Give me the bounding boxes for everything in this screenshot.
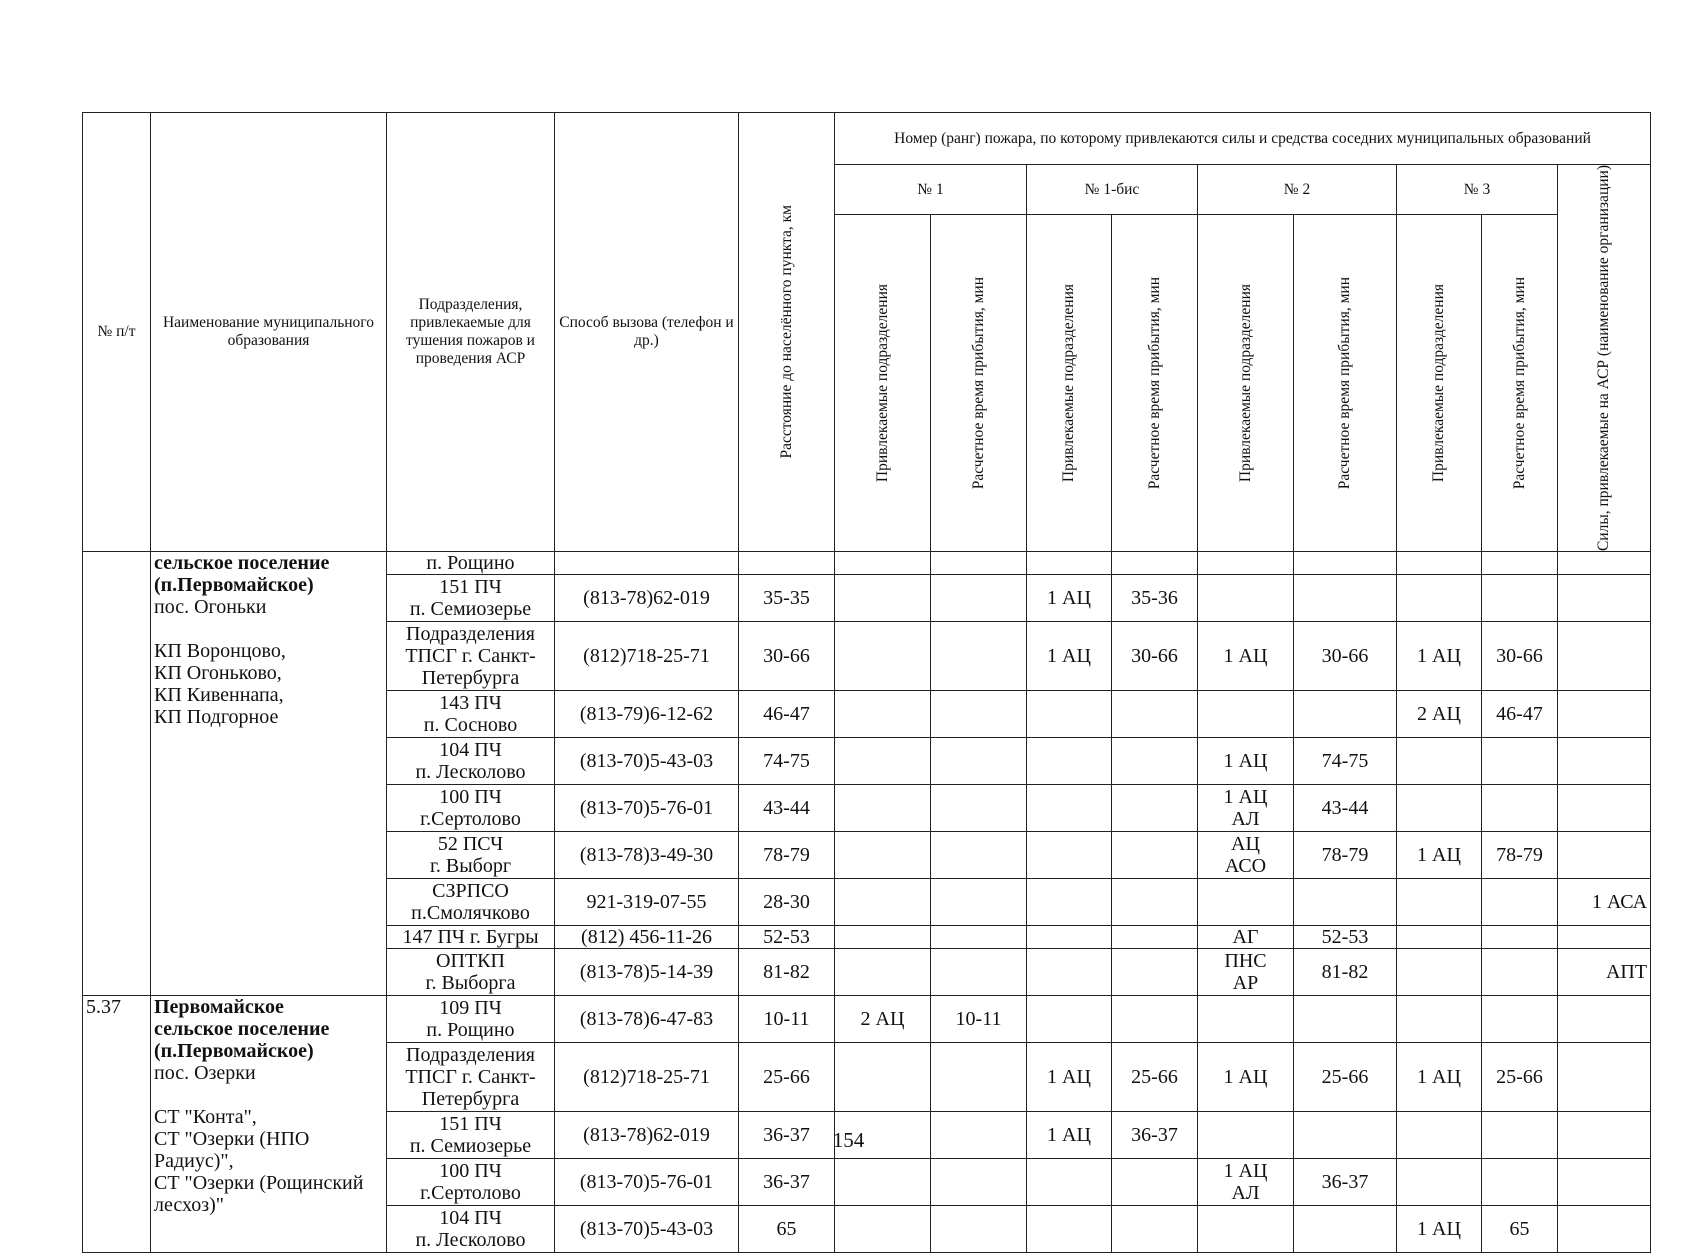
rank3-units-cell: 1 АЦ xyxy=(1397,832,1482,879)
rank1-units-cell xyxy=(835,622,931,691)
rank2-time-cell: 74-75 xyxy=(1294,738,1397,785)
header-fire-rank-title: Номер (ранг) пожара, по которому привлекаются силы и средства соседних муниципальных образований xyxy=(835,113,1651,165)
asr-forces-cell xyxy=(1558,926,1651,949)
asr-forces-cell: АПТ xyxy=(1558,949,1651,996)
phone-cell: (812) 456-11-26 xyxy=(555,926,739,949)
rank1-time-cell xyxy=(931,691,1027,738)
rank2-units-cell xyxy=(1198,552,1294,575)
rank1-time-cell xyxy=(931,1206,1027,1253)
municipality-title: сельское поселение (п.Первомайское) xyxy=(154,552,330,597)
rank3-time-cell xyxy=(1482,949,1558,996)
rank1bis-time-cell xyxy=(1112,738,1198,785)
municipality-name xyxy=(151,996,387,1253)
rank2-units-cell: 1 АЦ xyxy=(1198,1043,1294,1112)
rank2-time-cell xyxy=(1294,879,1397,926)
rank2-units-cell: АЦ АСО xyxy=(1198,832,1294,879)
rank1-units-cell xyxy=(835,1159,931,1206)
rank2-units-cell xyxy=(1198,879,1294,926)
rank1-units-cell xyxy=(835,552,931,575)
distance-cell: 36-37 xyxy=(739,1159,835,1206)
rank2-units-cell: 1 АЦ АЛ xyxy=(1198,785,1294,832)
rank2-time-cell xyxy=(1294,575,1397,622)
rank1bis-time-cell xyxy=(1112,996,1198,1043)
header-units: Подразделения, привлекаемые для тушения пожаров и проведения АСР xyxy=(387,113,555,552)
rank1bis-units-cell: 1 АЦ xyxy=(1027,1043,1112,1112)
unit-cell: Подразделения ТПСГ г. Санкт- Петербурга xyxy=(387,622,555,691)
rank3-time-cell xyxy=(1482,575,1558,622)
distance-cell: 25-66 xyxy=(739,1043,835,1112)
asr-forces-cell xyxy=(1558,996,1651,1043)
header-sub-units: Привлекаемые подразделения xyxy=(1198,215,1294,552)
rank2-time-cell: 81-82 xyxy=(1294,949,1397,996)
rank1bis-time-cell: 36-37 xyxy=(1112,1112,1198,1159)
distance-cell: 81-82 xyxy=(739,949,835,996)
header-num: № п/т xyxy=(83,113,151,552)
rank3-time-cell: 65 xyxy=(1482,1206,1558,1253)
rank1bis-time-cell xyxy=(1112,1206,1198,1253)
rank3-units-cell: 1 АЦ xyxy=(1397,1206,1482,1253)
rank1-time-cell xyxy=(931,738,1027,785)
rank1-units-cell xyxy=(835,1043,931,1112)
rank1bis-units-cell: 1 АЦ xyxy=(1027,622,1112,691)
rank1-units-cell xyxy=(835,926,931,949)
rank1-units-cell xyxy=(835,879,931,926)
rank3-units-cell xyxy=(1397,879,1482,926)
rank1-units-cell xyxy=(835,785,931,832)
phone-cell: (812)718-25-71 xyxy=(555,622,739,691)
rank3-units-cell xyxy=(1397,996,1482,1043)
rank1bis-units-cell xyxy=(1027,785,1112,832)
phone-cell xyxy=(555,552,739,575)
rank1bis-time-cell: 30-66 xyxy=(1112,622,1198,691)
distance-cell: 78-79 xyxy=(739,832,835,879)
rank3-time-cell xyxy=(1482,738,1558,785)
asr-forces-cell xyxy=(1558,575,1651,622)
rank3-units-cell: 1 АЦ xyxy=(1397,1043,1482,1112)
rank1bis-units-cell xyxy=(1027,832,1112,879)
phone-cell: (813-70)5-43-03 xyxy=(555,738,739,785)
rank2-time-cell xyxy=(1294,1206,1397,1253)
distance-cell: 35-35 xyxy=(739,575,835,622)
rank1-units-cell xyxy=(835,738,931,785)
municipality-name xyxy=(151,552,387,996)
unit-cell: 104 ПЧ п. Лесколово xyxy=(387,1206,555,1253)
rank1bis-units-cell xyxy=(1027,879,1112,926)
rank2-time-cell: 25-66 xyxy=(1294,1043,1397,1112)
asr-forces-cell xyxy=(1558,552,1651,575)
rank2-time-cell: 30-66 xyxy=(1294,622,1397,691)
asr-forces-cell: 1 АСА xyxy=(1558,879,1651,926)
rank1-time-cell xyxy=(931,832,1027,879)
rank1-time-cell xyxy=(931,575,1027,622)
rank2-units-cell: 1 АЦ xyxy=(1198,738,1294,785)
settlements-list: пос. Огоньки КП Воронцово, КП Огоньково, КП Кивеннапа, КП Подгорное xyxy=(154,596,286,729)
phone-cell: (813-70)5-76-01 xyxy=(555,785,739,832)
rank2-time-cell xyxy=(1294,996,1397,1043)
rank1-units-cell xyxy=(835,575,931,622)
distance-cell: 74-75 xyxy=(739,738,835,785)
rank3-time-cell xyxy=(1482,785,1558,832)
rank1-time-cell xyxy=(931,879,1027,926)
rank1bis-units-cell xyxy=(1027,1159,1112,1206)
header-sub-time: Расчетное время прибытия, мин xyxy=(931,215,1027,552)
table-row xyxy=(83,552,1651,575)
asr-forces-cell xyxy=(1558,691,1651,738)
rank1-units-cell xyxy=(835,691,931,738)
rank2-time-cell xyxy=(1294,552,1397,575)
asr-forces-cell xyxy=(1558,622,1651,691)
rank2-time-cell xyxy=(1294,691,1397,738)
rank2-units-cell xyxy=(1198,1206,1294,1253)
asr-forces-cell xyxy=(1558,738,1651,785)
rank3-time-cell xyxy=(1482,926,1558,949)
rank1-units-cell: 2 АЦ xyxy=(835,996,931,1043)
header-sub-units: Привлекаемые подразделения xyxy=(835,215,931,552)
phone-cell: (813-78)5-14-39 xyxy=(555,949,739,996)
rank1bis-units-cell xyxy=(1027,949,1112,996)
distance-cell: 36-37 xyxy=(739,1112,835,1159)
rank3-units-cell xyxy=(1397,926,1482,949)
unit-cell: 52 ПСЧ г. Выборг xyxy=(387,832,555,879)
asr-forces-cell xyxy=(1558,832,1651,879)
rank1bis-time-cell: 35-36 xyxy=(1112,575,1198,622)
asr-forces-cell xyxy=(1558,1206,1651,1253)
header-distance: Расстояние до населённого пункта, км xyxy=(739,113,835,552)
rank1bis-time-cell xyxy=(1112,552,1198,575)
header-municipality: Наименование муниципального образования xyxy=(151,113,387,552)
rank1bis-units-cell xyxy=(1027,552,1112,575)
rank3-units-cell xyxy=(1397,785,1482,832)
rank2-time-cell: 43-44 xyxy=(1294,785,1397,832)
header-sub-units: Привлекаемые подразделения xyxy=(1397,215,1482,552)
rank2-units-cell xyxy=(1198,691,1294,738)
header-call-method: Способ вызова (телефон и др.) xyxy=(555,113,739,552)
rank1bis-time-cell xyxy=(1112,691,1198,738)
phone-cell: (813-70)5-76-01 xyxy=(555,1159,739,1206)
rank1bis-time-cell xyxy=(1112,1159,1198,1206)
distance-cell: 46-47 xyxy=(739,691,835,738)
unit-cell: 100 ПЧ г.Сертолово xyxy=(387,785,555,832)
rank1bis-time-cell xyxy=(1112,879,1198,926)
table-row xyxy=(83,996,1651,1043)
rank1bis-units-cell xyxy=(1027,691,1112,738)
rank3-time-cell xyxy=(1482,996,1558,1043)
asr-forces-cell xyxy=(1558,1159,1651,1206)
rank1bis-units-cell xyxy=(1027,738,1112,785)
rank3-time-cell: 78-79 xyxy=(1482,832,1558,879)
rank1-time-cell xyxy=(931,552,1027,575)
header-asr-forces: Силы, привлекаемые на АСР (наименование организации) xyxy=(1558,165,1651,552)
asr-forces-cell xyxy=(1558,1043,1651,1112)
phone-cell: (813-79)6-12-62 xyxy=(555,691,739,738)
rank1-time-cell xyxy=(931,949,1027,996)
rank2-time-cell: 36-37 xyxy=(1294,1159,1397,1206)
rank2-units-cell: АГ xyxy=(1198,926,1294,949)
rank1-time-cell xyxy=(931,926,1027,949)
distance-cell: 30-66 xyxy=(739,622,835,691)
distance-cell: 28-30 xyxy=(739,879,835,926)
unit-cell: 151 ПЧ п. Семиозерье xyxy=(387,575,555,622)
rank2-units-cell: ПНС АР xyxy=(1198,949,1294,996)
rank2-units-cell: 1 АЦ АЛ xyxy=(1198,1159,1294,1206)
unit-cell: 143 ПЧ п. Сосново xyxy=(387,691,555,738)
rank2-units-cell: 1 АЦ xyxy=(1198,622,1294,691)
phone-cell: (813-78)62-019 xyxy=(555,1112,739,1159)
rank2-time-cell: 52-53 xyxy=(1294,926,1397,949)
header-sub-time: Расчетное время прибытия, мин xyxy=(1294,215,1397,552)
unit-cell: СЗРПСО п.Смолячково xyxy=(387,879,555,926)
phone-cell: (813-78)3-49-30 xyxy=(555,832,739,879)
unit-cell: п. Рощино xyxy=(387,552,555,575)
rank3-units-cell xyxy=(1397,1159,1482,1206)
rank1bis-time-cell xyxy=(1112,832,1198,879)
rank3-units-cell xyxy=(1397,552,1482,575)
distance-cell xyxy=(739,552,835,575)
fire-response-table xyxy=(82,112,1651,1253)
unit-cell: Подразделения ТПСГ г. Санкт- Петербурга xyxy=(387,1043,555,1112)
header-rank-1bis: № 1-бис xyxy=(1027,165,1198,215)
unit-cell: 100 ПЧ г.Сертолово xyxy=(387,1159,555,1206)
rank1bis-units-cell xyxy=(1027,926,1112,949)
municipality-title: Первомайское сельское поселение (п.Первомайское) xyxy=(154,996,330,1063)
distance-cell: 52-53 xyxy=(739,926,835,949)
settlements-list: пос. Озерки СТ "Конта", СТ "Озерки (НПО Радиус)", СТ "Озерки (Рощинский лесхоз)" xyxy=(154,1062,364,1217)
header-rank-2: № 2 xyxy=(1198,165,1397,215)
distance-cell: 10-11 xyxy=(739,996,835,1043)
rank1-units-cell xyxy=(835,949,931,996)
rank1bis-time-cell: 25-66 xyxy=(1112,1043,1198,1112)
rank3-time-cell xyxy=(1482,552,1558,575)
rank3-units-cell xyxy=(1397,949,1482,996)
unit-cell: 104 ПЧ п. Лесколово xyxy=(387,738,555,785)
phone-cell: (813-78)6-47-83 xyxy=(555,996,739,1043)
rank1-time-cell xyxy=(931,785,1027,832)
distance-cell: 65 xyxy=(739,1206,835,1253)
header-sub-time: Расчетное время прибытия, мин xyxy=(1112,215,1198,552)
rank1bis-time-cell xyxy=(1112,949,1198,996)
rank1bis-units-cell xyxy=(1027,1206,1112,1253)
rank2-units-cell xyxy=(1198,575,1294,622)
rank1bis-units-cell xyxy=(1027,996,1112,1043)
unit-cell: 109 ПЧ п. Рощино xyxy=(387,996,555,1043)
rank1bis-units-cell: 1 АЦ xyxy=(1027,1112,1112,1159)
rank3-units-cell: 1 АЦ xyxy=(1397,622,1482,691)
header-sub-time: Расчетное время прибытия, мин xyxy=(1482,215,1558,552)
header-rank-3: № 3 xyxy=(1397,165,1558,215)
rank1-time-cell: 10-11 xyxy=(931,996,1027,1043)
rank2-units-cell xyxy=(1198,996,1294,1043)
phone-cell: (813-78)62-019 xyxy=(555,575,739,622)
row-number xyxy=(83,552,151,996)
unit-cell: 151 ПЧ п. Семиозерье xyxy=(387,1112,555,1159)
rank1bis-time-cell xyxy=(1112,926,1198,949)
rank1bis-units-cell: 1 АЦ xyxy=(1027,575,1112,622)
rank1-units-cell xyxy=(835,1206,931,1253)
unit-cell: ОПТКП г. Выборга xyxy=(387,949,555,996)
rank3-time-cell: 46-47 xyxy=(1482,691,1558,738)
rank1bis-time-cell xyxy=(1112,785,1198,832)
rank1-time-cell xyxy=(931,622,1027,691)
rank3-units-cell xyxy=(1397,738,1482,785)
rank3-time-cell: 30-66 xyxy=(1482,622,1558,691)
rank3-time-cell xyxy=(1482,879,1558,926)
header-sub-units: Привлекаемые подразделения xyxy=(1027,215,1112,552)
row-number: 5.37 xyxy=(83,996,151,1253)
rank1-time-cell xyxy=(931,1043,1027,1112)
header-rank-1: № 1 xyxy=(835,165,1027,215)
rank3-time-cell: 25-66 xyxy=(1482,1043,1558,1112)
rank3-time-cell xyxy=(1482,1159,1558,1206)
unit-cell: 147 ПЧ г. Бугры xyxy=(387,926,555,949)
rank3-units-cell xyxy=(1397,575,1482,622)
rank2-time-cell: 78-79 xyxy=(1294,832,1397,879)
phone-cell: 921-319-07-55 xyxy=(555,879,739,926)
phone-cell: (812)718-25-71 xyxy=(555,1043,739,1112)
asr-forces-cell xyxy=(1558,785,1651,832)
rank3-units-cell: 2 АЦ xyxy=(1397,691,1482,738)
rank1-units-cell xyxy=(835,832,931,879)
phone-cell: (813-70)5-43-03 xyxy=(555,1206,739,1253)
rank1-time-cell xyxy=(931,1159,1027,1206)
distance-cell: 43-44 xyxy=(739,785,835,832)
page-number: 154 xyxy=(832,1128,865,1152)
